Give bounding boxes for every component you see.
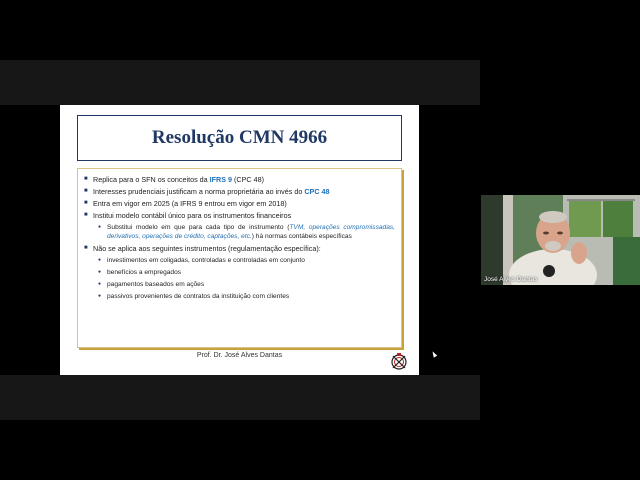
dot-bullet-icon: ●	[98, 269, 102, 275]
sub-bullet-item	[98, 280, 395, 289]
sub-bullet-item	[98, 223, 395, 241]
bullet-text: Entra em vigor em 2025 (a IFRS 9 entrou em vigor em 2018)	[93, 199, 287, 208]
sub-bullet-item	[98, 292, 395, 301]
slide-title: Resolução CMN 4966	[151, 127, 328, 148]
sub-bullet-item	[98, 268, 395, 277]
bullet-text-part: (CPC 48)	[232, 175, 264, 184]
slide-title-box	[77, 115, 402, 161]
highlight-text: CPC 48	[304, 187, 330, 196]
dot-bullet-icon: ●	[98, 224, 102, 230]
letterbox-top	[0, 60, 480, 105]
bullet-text	[93, 175, 264, 184]
presentation-slide	[60, 105, 419, 375]
participant-video-tile[interactable]	[481, 195, 640, 285]
corinthians-crest-icon	[389, 352, 409, 372]
sub-bullet-text-part: ) há normas contábeis específicas	[251, 233, 352, 240]
sub-bullet-text-part: Substitui modelo em que para cada tipo de instrumento (	[107, 224, 290, 231]
sub-bullet-text: benefícios a empregados	[107, 269, 182, 276]
bullet-text: Institui modelo contábil único para os instrumentos financeiros	[93, 211, 292, 220]
dot-bullet-icon: ●	[98, 293, 102, 299]
letterbox-bottom	[0, 375, 480, 420]
sub-bullet-list	[84, 223, 395, 241]
slide-footer: Prof. Dr. José Alves Dantas	[196, 352, 283, 359]
bullet-item	[84, 199, 395, 208]
sub-bullet-text: passivos provenientes de contratos da instituição com clientes	[107, 293, 290, 300]
square-bullet-icon: ■	[84, 188, 88, 194]
square-bullet-icon: ■	[84, 200, 88, 206]
bullet-text-part: Interesses prudenciais justificam a norma proprietária ao invés do	[93, 187, 305, 196]
sub-bullet-text: investimentos em coligadas, controladas e controladas em conjunto	[107, 257, 305, 264]
square-bullet-icon: ■	[84, 212, 88, 218]
slide-content-box	[77, 168, 402, 348]
highlight-text: IFRS 9	[209, 175, 233, 184]
bullet-item	[84, 187, 395, 196]
bullet-text-part: Replica para o SFN os conceitos da	[93, 175, 210, 184]
italic-highlight-text: TVM, operações compromissadas, derivativos, operações de crédito, captações, etc.	[107, 224, 395, 240]
square-bullet-icon: ■	[84, 245, 88, 251]
sub-bullet-text: pagamentos baseados em ações	[107, 281, 205, 288]
dot-bullet-icon: ●	[98, 257, 102, 263]
mouse-cursor-icon	[431, 350, 437, 357]
participant-name-label: José Alves Dantas	[484, 276, 538, 283]
square-bullet-icon: ■	[84, 176, 88, 182]
dot-bullet-icon: ●	[98, 281, 102, 287]
bullet-text	[93, 187, 330, 196]
sub-bullet-list	[84, 256, 395, 301]
bullet-item	[84, 175, 395, 184]
sub-bullet-text	[107, 223, 395, 241]
sub-bullet-item	[98, 256, 395, 265]
bullet-item	[84, 244, 395, 253]
participant-video-feed	[481, 195, 640, 285]
bullet-item	[84, 211, 395, 220]
bullet-text: Não se aplica aos seguintes instrumentos (regulamentação específica):	[93, 244, 321, 253]
